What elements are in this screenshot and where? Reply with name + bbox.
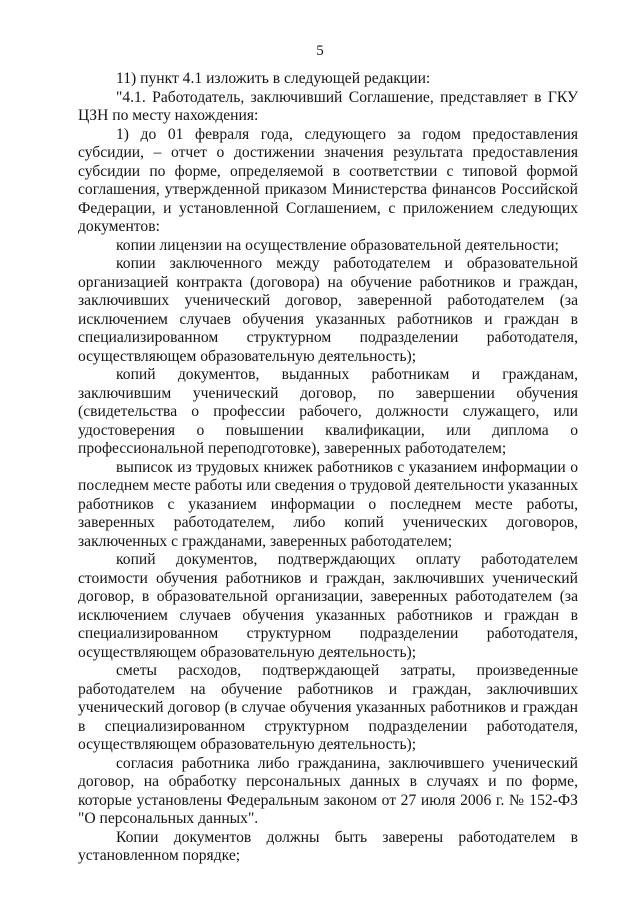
paragraph-item-1-report: 1) до 01 февраля года, следующего за годом предоставления субсидии, – отчет о достижении значения результата предоставления субсидии по форме, определяемой в соответствии с типовой формой соглашения, утвержденной приказом Министерства финансов Российской Федерации, и установленной Соглашением, с приложением следующих документов: xyxy=(78,125,578,235)
paragraph-training-documents: копий документов, выданных работникам и гражданам, заключившим ученический договор, по завершении обучения (свидетельства о профессии рабочего, должности служащего, или удостоверения о повышении квалификации, или диплома о профессиональной переподготовке), заверенных работодателем; xyxy=(78,366,578,457)
paragraph-cost-estimate: сметы расходов, подтверждающей затраты, произведенные работодателем на обучение работников и граждан, заключивших ученический договор (в случае обучения указанных работников и граждан в специализированном структурном подразделении работодателя, осуществляющем образовательную деятельность); xyxy=(78,662,578,753)
page-number: 5 xyxy=(316,43,324,59)
paragraph-clause-4-1: "4.1. Работодатель, заключивший Соглашение, представляет в ГКУ ЦЗН по месту нахождения: xyxy=(78,88,578,124)
paragraph-payment-documents: копий документов, подтверждающих оплату работодателем стоимости обучения работников и граждан, заключивших ученический договор, в образовательной организации, заверенных работодателем (за исключением случаев обучения указанных работников и граждан в специализированном структурном подразделении работодателя, осуществляющем образовательную деятельность); xyxy=(78,551,578,661)
document-body xyxy=(78,70,578,866)
paragraph-amendment-intro: 11) пункт 4.1 изложить в следующей редакции: xyxy=(116,70,431,87)
paragraph-contract-copies: копии заключенного между работодателем и образовательной организацией контракта (договора) на обучение работников и граждан, заключивших ученический договор, заверенной работодателем (за исключением случаев обучения указанных работников и граждан в специализированном структурном подразделении работодателя, осуществляющем образовательную деятельность); xyxy=(78,255,578,365)
paragraph-certification-note: Копии документов должны быть заверены работодателем в установленном порядке; xyxy=(78,828,578,864)
paragraph-license-copies: копии лицензии на осуществление образовательной деятельности; xyxy=(116,236,559,254)
paragraph-personal-data-consent: согласия работника либо гражданина, заключившего ученический договор, на обработку персональных данных в случаях и по форме, которые установлены Федеральным законом от 27 июля 2006 г. № 152-ФЗ "О персональных данных". xyxy=(78,754,578,827)
paragraph-employment-record-extracts: выписок из трудовых книжек работников с указанием информации о последнем месте работы или сведения о трудовой деятельности указанных работников с указанием информации о последнем месте работы, заверенных работодателем, либо копий ученических договоров, заключенных с гражданами, заверенных работодателем; xyxy=(78,458,578,550)
